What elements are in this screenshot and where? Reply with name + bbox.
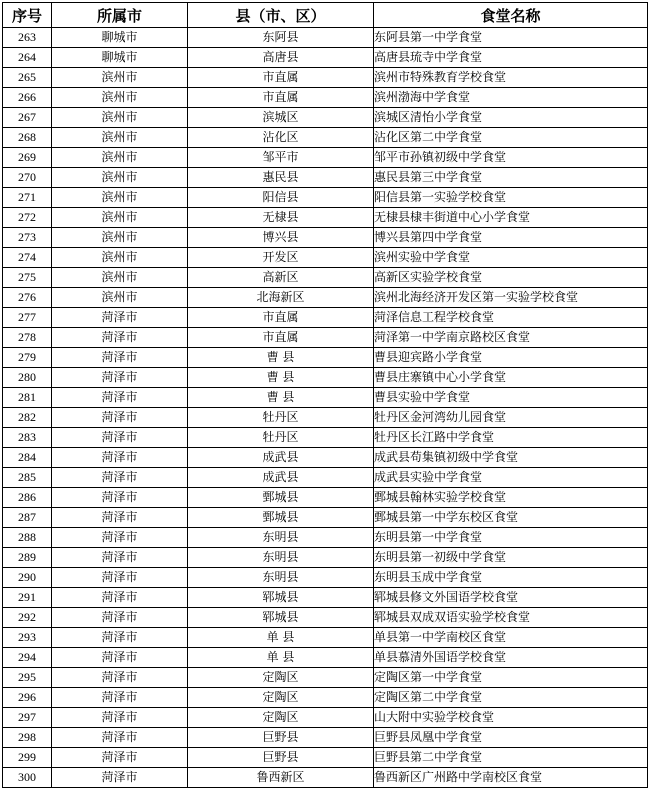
county-cell: 定陶区 (188, 708, 374, 728)
table-row (3, 708, 648, 728)
city-cell: 滨州市 (52, 168, 188, 188)
county-cell: 博兴县 (188, 228, 374, 248)
city-cell: 菏泽市 (52, 428, 188, 448)
canteen-name-cell: 单县第一中学南校区食堂 (374, 628, 648, 648)
serial-number-cell: 287 (3, 508, 52, 528)
table-row (3, 48, 648, 68)
serial-number-cell: 272 (3, 208, 52, 228)
county-cell: 东明县 (188, 548, 374, 568)
serial-number-cell: 280 (3, 368, 52, 388)
canteen-name-cell: 成武县实验中学食堂 (374, 468, 648, 488)
county-cell: 东明县 (188, 528, 374, 548)
table-row (3, 368, 648, 388)
county-cell: 单 县 (188, 628, 374, 648)
table-row (3, 748, 648, 768)
city-cell: 菏泽市 (52, 768, 188, 788)
city-cell: 滨州市 (52, 68, 188, 88)
city-cell: 滨州市 (52, 128, 188, 148)
serial-number-cell: 281 (3, 388, 52, 408)
county-cell: 单 县 (188, 648, 374, 668)
county-cell: 曹 县 (188, 388, 374, 408)
canteen-name-cell: 滨州渤海中学食堂 (374, 88, 648, 108)
county-cell: 定陶区 (188, 668, 374, 688)
table-row (3, 668, 648, 688)
canteen-name-cell: 巨野县第二中学食堂 (374, 748, 648, 768)
city-cell: 菏泽市 (52, 408, 188, 428)
serial-number-cell: 291 (3, 588, 52, 608)
table-row (3, 208, 648, 228)
table-row (3, 428, 648, 448)
canteen-name-cell: 成武县苟集镇初级中学食堂 (374, 448, 648, 468)
serial-number-cell: 284 (3, 448, 52, 468)
city-cell: 菏泽市 (52, 548, 188, 568)
canteen-name-cell: 单县慕清外国语学校食堂 (374, 648, 648, 668)
county-cell: 北海新区 (188, 288, 374, 308)
city-cell: 聊城市 (52, 48, 188, 68)
canteen-name-cell: 鄄城县第一中学东校区食堂 (374, 508, 648, 528)
city-cell: 菏泽市 (52, 348, 188, 368)
city-cell: 菏泽市 (52, 668, 188, 688)
table-row (3, 588, 648, 608)
table-row (3, 228, 648, 248)
table-row (3, 528, 648, 548)
header-row (3, 3, 648, 28)
canteen-name-cell: 滨城区清怡小学食堂 (374, 108, 648, 128)
county-cell: 高新区 (188, 268, 374, 288)
table-row (3, 148, 648, 168)
serial-number-cell: 288 (3, 528, 52, 548)
table-row (3, 648, 648, 668)
city-cell: 菏泽市 (52, 528, 188, 548)
canteen-name-cell: 东阿县第一中学食堂 (374, 28, 648, 48)
county-cell: 无棣县 (188, 208, 374, 228)
serial-number-cell: 269 (3, 148, 52, 168)
serial-number-cell: 265 (3, 68, 52, 88)
city-cell: 菏泽市 (52, 748, 188, 768)
county-cell: 惠民县 (188, 168, 374, 188)
county-cell: 市直属 (188, 88, 374, 108)
city-cell: 菏泽市 (52, 368, 188, 388)
serial-number-cell: 277 (3, 308, 52, 328)
city-cell: 菏泽市 (52, 388, 188, 408)
county-cell: 市直属 (188, 328, 374, 348)
canteen-name-cell: 曹县实验中学食堂 (374, 388, 648, 408)
county-cell: 巨野县 (188, 748, 374, 768)
table-row (3, 248, 648, 268)
county-cell: 市直属 (188, 68, 374, 88)
county-cell: 阳信县 (188, 188, 374, 208)
county-cell: 东明县 (188, 568, 374, 588)
table-row (3, 628, 648, 648)
serial-number-cell: 286 (3, 488, 52, 508)
serial-number-cell: 270 (3, 168, 52, 188)
serial-number-cell: 283 (3, 428, 52, 448)
city-cell: 菏泽市 (52, 328, 188, 348)
table-row (3, 508, 648, 528)
city-cell: 滨州市 (52, 268, 188, 288)
canteen-name-cell: 菏泽第一中学南京路校区食堂 (374, 328, 648, 348)
canteen-name-cell: 阳信县第一实验学校食堂 (374, 188, 648, 208)
canteen-name-cell: 滨州北海经济开发区第一实验学校食堂 (374, 288, 648, 308)
city-cell: 菏泽市 (52, 728, 188, 748)
canteen-name-cell: 滨州实验中学食堂 (374, 248, 648, 268)
county-cell: 巨野县 (188, 728, 374, 748)
table-row (3, 488, 648, 508)
serial-number-cell: 279 (3, 348, 52, 368)
table-row (3, 768, 648, 788)
table-row (3, 608, 648, 628)
table-row (3, 388, 648, 408)
county-cell: 鄄城县 (188, 508, 374, 528)
canteen-name-cell: 无棣县棣丰街道中心小学食堂 (374, 208, 648, 228)
canteen-name-cell: 滨州市特殊教育学校食堂 (374, 68, 648, 88)
canteen-name-cell: 山大附中实验学校食堂 (374, 708, 648, 728)
canteen-name-cell: 曹县庄寨镇中心小学食堂 (374, 368, 648, 388)
header-serial-number: 序号 (3, 3, 52, 28)
canteen-name-cell: 沾化区第二中学食堂 (374, 128, 648, 148)
serial-number-cell: 278 (3, 328, 52, 348)
serial-number-cell: 298 (3, 728, 52, 748)
table-row (3, 468, 648, 488)
table-row (3, 108, 648, 128)
serial-number-cell: 267 (3, 108, 52, 128)
canteen-name-cell: 定陶区第一中学食堂 (374, 668, 648, 688)
county-cell: 成武县 (188, 448, 374, 468)
county-cell: 成武县 (188, 468, 374, 488)
county-cell: 高唐县 (188, 48, 374, 68)
city-cell: 滨州市 (52, 148, 188, 168)
table-row (3, 188, 648, 208)
serial-number-cell: 273 (3, 228, 52, 248)
city-cell: 菏泽市 (52, 508, 188, 528)
county-cell: 市直属 (188, 308, 374, 328)
header-canteen-name: 食堂名称 (374, 3, 648, 28)
canteen-name-cell: 邹平市孙镇初级中学食堂 (374, 148, 648, 168)
canteen-name-cell: 高新区实验学校食堂 (374, 268, 648, 288)
canteen-name-cell: 牡丹区金河湾幼儿园食堂 (374, 408, 648, 428)
table-row (3, 728, 648, 748)
canteen-name-cell: 东明县第一中学食堂 (374, 528, 648, 548)
canteen-name-cell: 巨野县凤凰中学食堂 (374, 728, 648, 748)
canteen-name-cell: 菏泽信息工程学校食堂 (374, 308, 648, 328)
serial-number-cell: 294 (3, 648, 52, 668)
city-cell: 菏泽市 (52, 648, 188, 668)
table-row (3, 88, 648, 108)
table-row (3, 308, 648, 328)
table-row (3, 268, 648, 288)
serial-number-cell: 271 (3, 188, 52, 208)
canteen-name-cell: 高唐县琉寺中学食堂 (374, 48, 648, 68)
serial-number-cell: 285 (3, 468, 52, 488)
canteen-name-cell: 东明县玉成中学食堂 (374, 568, 648, 588)
serial-number-cell: 274 (3, 248, 52, 268)
serial-number-cell: 300 (3, 768, 52, 788)
table-row (3, 28, 648, 48)
canteen-name-cell: 博兴县第四中学食堂 (374, 228, 648, 248)
county-cell: 郓城县 (188, 588, 374, 608)
city-cell: 菏泽市 (52, 588, 188, 608)
canteen-name-cell: 东明县第一初级中学食堂 (374, 548, 648, 568)
serial-number-cell: 264 (3, 48, 52, 68)
city-cell: 滨州市 (52, 228, 188, 248)
county-cell: 开发区 (188, 248, 374, 268)
serial-number-cell: 276 (3, 288, 52, 308)
canteen-name-cell: 曹县迎宾路小学食堂 (374, 348, 648, 368)
canteen-name-cell: 牡丹区长江路中学食堂 (374, 428, 648, 448)
canteen-name-cell: 定陶区第二中学食堂 (374, 688, 648, 708)
city-cell: 滨州市 (52, 88, 188, 108)
header-city: 所属市 (52, 3, 188, 28)
city-cell: 菏泽市 (52, 608, 188, 628)
serial-number-cell: 263 (3, 28, 52, 48)
city-cell: 滨州市 (52, 108, 188, 128)
county-cell: 邹平市 (188, 148, 374, 168)
serial-number-cell: 282 (3, 408, 52, 428)
canteen-list-table (2, 2, 648, 788)
county-cell: 定陶区 (188, 688, 374, 708)
table-row (3, 448, 648, 468)
canteen-name-cell: 鄄城县翰林实验学校食堂 (374, 488, 648, 508)
city-cell: 滨州市 (52, 288, 188, 308)
county-cell: 东阿县 (188, 28, 374, 48)
serial-number-cell: 297 (3, 708, 52, 728)
city-cell: 滨州市 (52, 248, 188, 268)
canteen-name-cell: 郓城县修文外国语学校食堂 (374, 588, 648, 608)
city-cell: 滨州市 (52, 188, 188, 208)
canteen-name-cell: 惠民县第三中学食堂 (374, 168, 648, 188)
county-cell: 沾化区 (188, 128, 374, 148)
county-cell: 鄄城县 (188, 488, 374, 508)
serial-number-cell: 292 (3, 608, 52, 628)
serial-number-cell: 295 (3, 668, 52, 688)
city-cell: 菏泽市 (52, 568, 188, 588)
county-cell: 滨城区 (188, 108, 374, 128)
city-cell: 菏泽市 (52, 308, 188, 328)
city-cell: 菏泽市 (52, 688, 188, 708)
canteen-name-cell: 郓城县双成双语实验学校食堂 (374, 608, 648, 628)
header-county: 县（市、区） (188, 3, 374, 28)
city-cell: 菏泽市 (52, 468, 188, 488)
table-row (3, 328, 648, 348)
county-cell: 鲁西新区 (188, 768, 374, 788)
serial-number-cell: 268 (3, 128, 52, 148)
serial-number-cell: 289 (3, 548, 52, 568)
table-row (3, 68, 648, 88)
serial-number-cell: 290 (3, 568, 52, 588)
table-row (3, 128, 648, 148)
table-row (3, 348, 648, 368)
table-row (3, 688, 648, 708)
serial-number-cell: 275 (3, 268, 52, 288)
serial-number-cell: 299 (3, 748, 52, 768)
county-cell: 郓城县 (188, 608, 374, 628)
city-cell: 菏泽市 (52, 448, 188, 468)
city-cell: 菏泽市 (52, 708, 188, 728)
county-cell: 牡丹区 (188, 428, 374, 448)
table-row (3, 548, 648, 568)
serial-number-cell: 266 (3, 88, 52, 108)
city-cell: 滨州市 (52, 208, 188, 228)
city-cell: 菏泽市 (52, 488, 188, 508)
canteen-name-cell: 鲁西新区广州路中学南校区食堂 (374, 768, 648, 788)
serial-number-cell: 296 (3, 688, 52, 708)
table-row (3, 568, 648, 588)
county-cell: 牡丹区 (188, 408, 374, 428)
serial-number-cell: 293 (3, 628, 52, 648)
county-cell: 曹 县 (188, 368, 374, 388)
city-cell: 聊城市 (52, 28, 188, 48)
county-cell: 曹 县 (188, 348, 374, 368)
table-row (3, 408, 648, 428)
city-cell: 菏泽市 (52, 628, 188, 648)
table-row (3, 288, 648, 308)
table-row (3, 168, 648, 188)
